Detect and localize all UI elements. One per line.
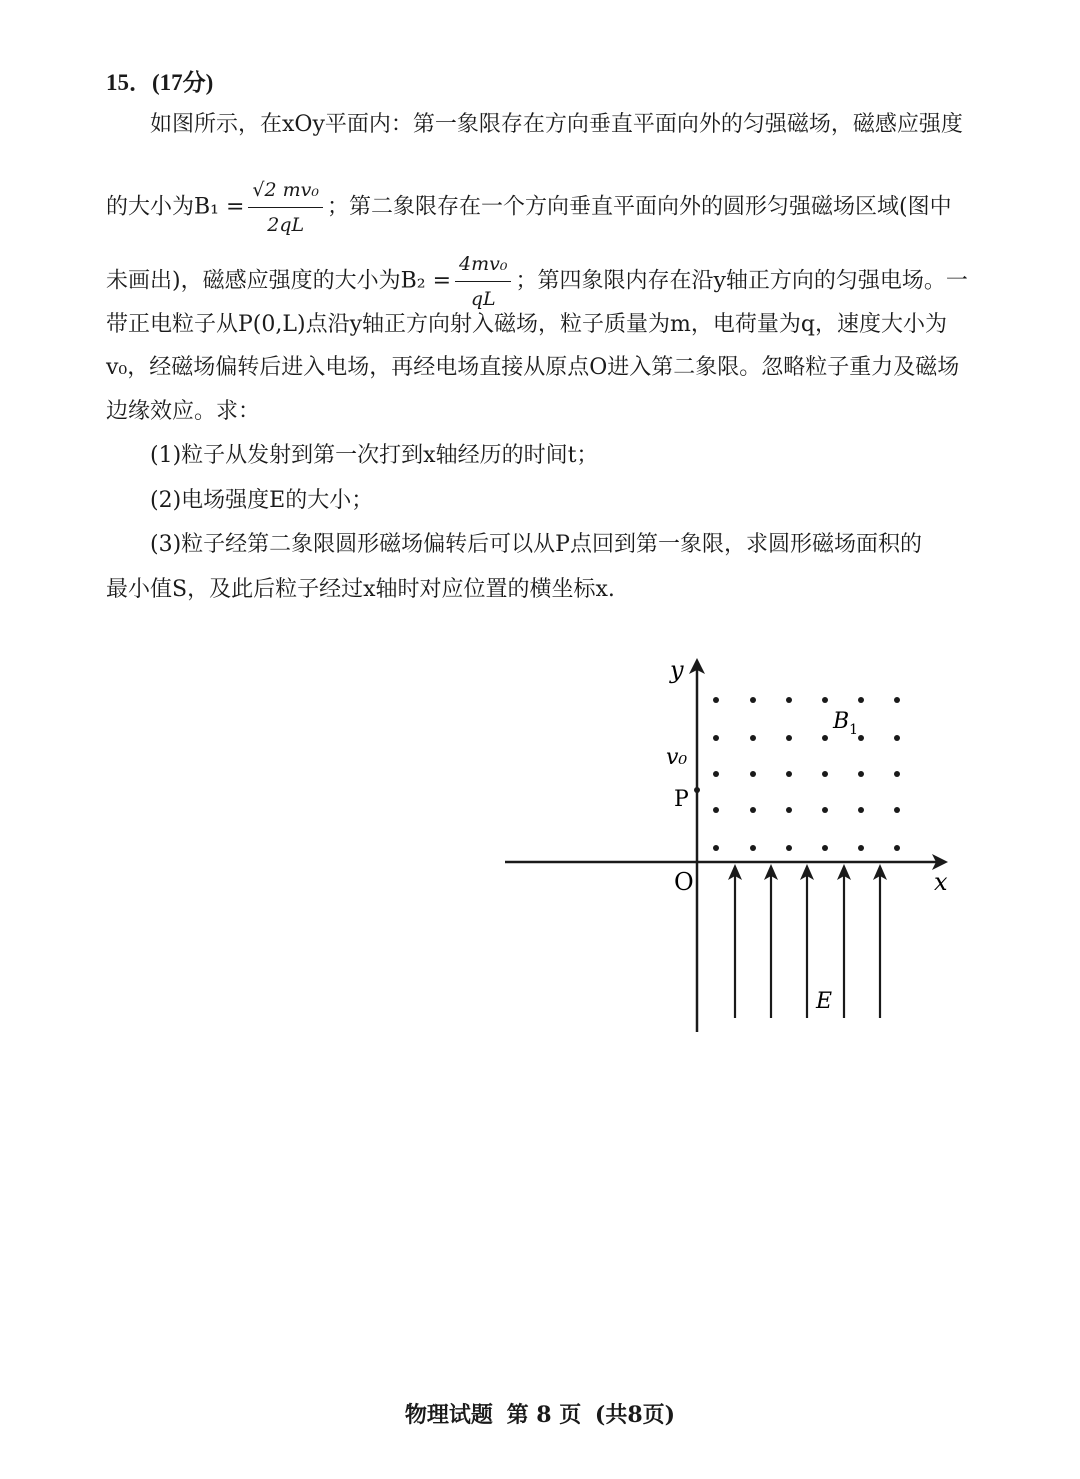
b2-label: 未画出)，磁感应强度的大小为B₂ = bbox=[106, 268, 451, 294]
question-text-line-3-tail: ；第四象限内存在沿y轴正方向的匀强电场。一 bbox=[515, 268, 968, 294]
field-dot bbox=[786, 735, 792, 741]
field-b-subscript: 1 bbox=[849, 722, 859, 738]
b2-numerator: 4mv₀ bbox=[455, 249, 511, 282]
point-p-marker bbox=[694, 787, 700, 793]
question-text-line-4: 带正电粒子从P(0,L)点沿y轴正方向射入磁场，粒子质量为m，电荷量为q，速度大小为 bbox=[106, 312, 947, 337]
field-dot bbox=[858, 845, 864, 851]
point-p-label: P bbox=[674, 787, 689, 812]
field-dot bbox=[713, 845, 719, 851]
question-text-line-5: v₀，经磁场偏转后进入电场，再经电场直接从原点O进入第二象限。忽略粒子重力及磁场 bbox=[106, 355, 960, 380]
field-dot bbox=[713, 771, 719, 777]
question-number: 15．(17分) bbox=[106, 70, 214, 95]
b1-fraction bbox=[248, 175, 323, 240]
question-text-line-2 bbox=[106, 175, 952, 240]
field-dot bbox=[822, 697, 828, 703]
velocity-label: v₀ bbox=[666, 745, 688, 770]
y-axis-label: y bbox=[670, 656, 684, 684]
field-dot bbox=[894, 697, 900, 703]
sub-question-3-line-2: 最小值S，及此后粒子经过x轴时对应位置的横坐标x. bbox=[106, 577, 615, 602]
magnetic-field-dots bbox=[713, 697, 900, 851]
field-dot bbox=[894, 735, 900, 741]
field-dot bbox=[858, 735, 864, 741]
sub-question-2: (2)电场强度E的大小； bbox=[150, 488, 374, 513]
question-text-line-6: 边缘效应。求： bbox=[106, 399, 261, 424]
field-b-letter: B bbox=[833, 709, 850, 734]
b1-numerator: √2 mv₀ bbox=[248, 175, 323, 208]
question-text-line-2-tail: ；第二象限存在一个方向垂直平面向外的圆形匀强磁场区域(图中 bbox=[327, 194, 952, 220]
field-dot bbox=[750, 697, 756, 703]
field-dot bbox=[822, 771, 828, 777]
field-diagram bbox=[490, 640, 970, 1050]
field-dot bbox=[822, 807, 828, 813]
field-e-label: E bbox=[816, 989, 833, 1014]
field-dot bbox=[713, 735, 719, 741]
b1-denominator: 2qL bbox=[267, 214, 305, 236]
field-dot bbox=[858, 771, 864, 777]
field-dot bbox=[750, 845, 756, 851]
field-dot bbox=[894, 845, 900, 851]
electric-field-lines bbox=[735, 876, 880, 1018]
field-dot bbox=[713, 697, 719, 703]
sub-question-3-line-1: (3)粒子经第二象限圆形磁场偏转后可以从P点回到第一象限，求圆形磁场面积的 bbox=[150, 532, 922, 557]
footer-subject: 物理试题 bbox=[404, 1402, 493, 1428]
field-dot bbox=[750, 735, 756, 741]
footer-total-pages: (共8页) bbox=[594, 1402, 676, 1428]
origin-label: O bbox=[674, 868, 694, 896]
field-dot bbox=[894, 771, 900, 777]
b2-fraction bbox=[455, 249, 511, 314]
field-dot bbox=[858, 697, 864, 703]
field-dot bbox=[750, 771, 756, 777]
field-dot bbox=[858, 807, 864, 813]
footer-page-number: 第 8 页 bbox=[506, 1402, 582, 1428]
question-text-line-1: 如图所示，在xOy平面内：第一象限存在方向垂直平面向外的匀强磁场，磁感应强度 bbox=[150, 112, 963, 137]
field-dot bbox=[786, 771, 792, 777]
sub-question-1: (1)粒子从发射到第一次打到x轴经历的时间t； bbox=[150, 443, 599, 468]
x-axis-label: x bbox=[934, 868, 948, 896]
field-dot bbox=[713, 807, 719, 813]
field-dot bbox=[894, 807, 900, 813]
page-footer bbox=[0, 1398, 1080, 1429]
field-dot bbox=[822, 735, 828, 741]
field-dot bbox=[750, 807, 756, 813]
question-text-line-3 bbox=[106, 249, 968, 314]
field-b-label bbox=[832, 709, 858, 738]
field-dot bbox=[786, 807, 792, 813]
b1-label: 的大小为B₁ = bbox=[106, 194, 245, 220]
field-dot bbox=[786, 697, 792, 703]
field-dot bbox=[822, 845, 828, 851]
b2-denominator: qL bbox=[470, 288, 496, 310]
field-dot bbox=[786, 845, 792, 851]
